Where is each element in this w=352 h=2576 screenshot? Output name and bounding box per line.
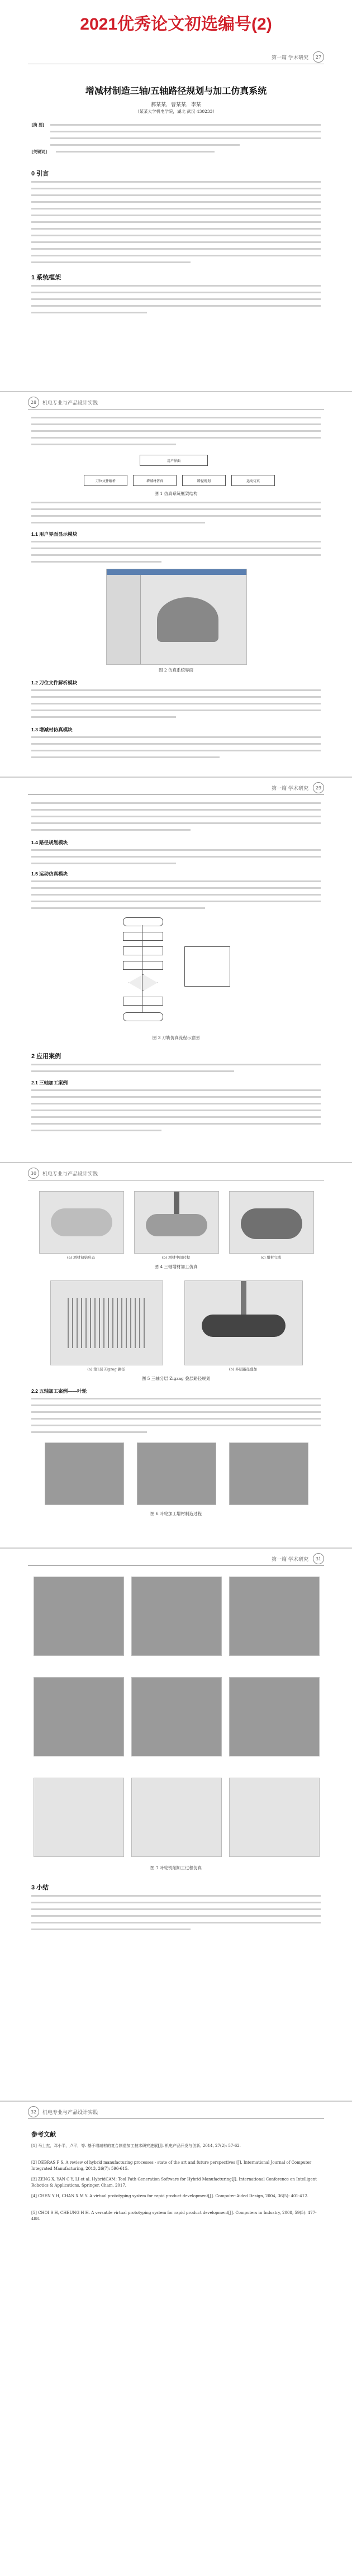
- s12-heading: 1.2 刀位文件解析模块: [31, 680, 78, 685]
- figure-2-screenshot: [106, 569, 247, 665]
- page-number: 29: [313, 782, 324, 793]
- figure-4b-label: (b) 增材中间过程: [161, 1255, 191, 1260]
- reference-item: [4] CHEN Y H, CHAN X M Y. A virtual prototyping system for rapid product development[J]. Computer-Aided Design, 2004, 36(5): 401-412.: [31, 2194, 308, 2198]
- divider: [28, 794, 324, 795]
- s14-heading: 1.4 路径规划模块: [31, 840, 68, 845]
- figure-4a-label: (a) 增材初始形态: [66, 1255, 95, 1260]
- section3-text: [31, 1895, 321, 1935]
- page-1: [0, 49, 352, 391]
- paper-authors: 郝某某，曹某某，李某: [150, 102, 201, 108]
- page-number: 31: [313, 1553, 324, 1564]
- figure-3-caption: 图 3 刀轨仿真流程示意图: [152, 1035, 200, 1040]
- page-4: [0, 1163, 352, 1547]
- page-number: 28: [28, 397, 39, 408]
- banner-title: 2021优秀论文初选编号(2): [80, 15, 272, 34]
- figure-5b-label: (b) 多层路径叠加: [229, 1367, 258, 1372]
- s15-heading: 1.5 运动仿真模块: [31, 871, 68, 877]
- keywords-label: [关键词]: [31, 149, 47, 154]
- figure-5b-image: [184, 1280, 303, 1365]
- figure-4b-image: [134, 1191, 219, 1254]
- running-head: [28, 2106, 324, 2117]
- running-head: [28, 1553, 324, 1564]
- divider: [28, 409, 324, 410]
- page-3: [0, 778, 352, 1162]
- flow-box-sim: 增减材仿真: [133, 475, 177, 486]
- figure-7-panel: [229, 1677, 320, 1756]
- section3-heading: 3 小结: [31, 1884, 49, 1891]
- flow-box-parse: 刀位文件解析: [84, 475, 127, 486]
- running-head: [28, 51, 324, 63]
- page-number: 30: [28, 1168, 39, 1179]
- figure-6-caption: 图 6 叶轮加工增材制造过程: [150, 1511, 202, 1516]
- running-head-text: 机电专业与产品设计实践: [42, 400, 98, 406]
- figure-5a-label: (a) 第1层 Zigzag 路径: [87, 1367, 125, 1372]
- figure-7-panel: [131, 1677, 222, 1756]
- running-head: [28, 397, 324, 408]
- figure-6c-image: [229, 1442, 308, 1505]
- section1-heading: 1 系统框架: [31, 274, 61, 281]
- section1-text: [31, 285, 321, 318]
- figure-4c-label: (c) 增材完成: [260, 1255, 282, 1260]
- section2-heading: 2 应用案例: [31, 1053, 61, 1060]
- running-head-text: 第一篇 学术研究: [272, 1556, 308, 1563]
- reference-item: [3] ZENG X, YAN C Y, LI et al. HybridCAM: Tool Path Generation Software for Hybrid Manufacturing[J]. International Conference on Intelligent Robotics & Applications. Springer, Cham, 2017.: [31, 2177, 317, 2188]
- figure-4c-image: [229, 1191, 314, 1254]
- intro-heading: 0 引言: [31, 170, 49, 177]
- figure-7-caption: 图 7 叶轮铣削加工过程仿真: [150, 1865, 202, 1870]
- s21-heading: 2.1 三轴加工案例: [31, 1080, 68, 1085]
- figure-4-caption: 图 4 三轴增材加工仿真: [154, 1264, 198, 1269]
- figure-7-panel: [34, 1778, 124, 1857]
- page-number: 27: [313, 51, 324, 63]
- s12-text: [31, 689, 321, 723]
- running-head-text: 第一篇 学术研究: [272, 55, 308, 61]
- references-heading: 参考文献: [31, 2131, 56, 2138]
- figure-1-caption: 图 1 仿真系统框架结构: [154, 491, 198, 496]
- running-head: [28, 782, 324, 793]
- keywords-line: [56, 151, 321, 158]
- figure-2-caption: 图 2 仿真系统界面: [158, 668, 194, 673]
- figure-3-flowchart: [106, 917, 246, 1029]
- body-text: [31, 802, 321, 836]
- figure-7-panel: [34, 1677, 124, 1756]
- flow-box-motion: 运动仿真: [231, 475, 275, 486]
- running-head-text: 机电专业与产品设计实践: [42, 1171, 98, 1177]
- s21-text: [31, 1089, 321, 1136]
- intro-text: [31, 181, 321, 268]
- flow-box-path: 路径规划: [182, 475, 226, 486]
- s11-text: [31, 541, 321, 568]
- figure-5a-image: [50, 1280, 163, 1365]
- s13-text: [31, 736, 321, 763]
- s22-text: [31, 1398, 321, 1438]
- banner: [0, 0, 352, 49]
- figure-7-panel: [229, 1778, 320, 1857]
- figure-7-panel: [131, 1778, 222, 1857]
- running-head: [28, 1168, 324, 1179]
- page-6: [0, 2102, 352, 2576]
- paper-affiliation: （某某大学机电学院，湖北 武汉 430233）: [135, 109, 217, 114]
- abstract-lines: [50, 124, 321, 151]
- figure-6a-image: [45, 1442, 124, 1505]
- reference-item: [2] DEBRAS F S. A review of hybrid manufacturing processes - state of the art and future perspectives [J]. International Journal of Computer Integrated Manufacturing, 2013, 26(7): 596-615.: [31, 2160, 312, 2171]
- section2-text: [31, 1064, 321, 1077]
- running-head-text: 第一篇 学术研究: [272, 785, 308, 792]
- s15-text: [31, 880, 321, 914]
- figure-7-panel: [229, 1577, 320, 1656]
- s14-text: [31, 849, 321, 869]
- reference-item: [5] CHOI S H, CHEUNG H H. A versatile virtual prototyping system for rapid product development[J]. Computers in Industry, 2008, 59(5): 477-488.: [31, 2211, 317, 2221]
- figure-5-caption: 图 5 三轴分层 Zigzag 叠层路径规划: [141, 1376, 211, 1381]
- figure-4a-image: [39, 1191, 124, 1254]
- page-5: [0, 1549, 352, 2101]
- paper-title: 增减材制造三轴/五轴路径规划与加工仿真系统: [85, 87, 267, 96]
- figure-7-panel: [34, 1577, 124, 1656]
- divider: [28, 1565, 324, 1566]
- abstract-label: [摘 要]: [31, 122, 45, 127]
- figure-7-panel: [131, 1577, 222, 1656]
- divider: [28, 2118, 324, 2119]
- body-text: [31, 502, 321, 528]
- running-head-text: 机电专业与产品设计实践: [42, 2110, 98, 2116]
- page-2: [0, 392, 352, 777]
- s13-heading: 1.3 增减材仿真模块: [31, 727, 73, 732]
- s11-heading: 1.1 用户界面显示模块: [31, 531, 78, 537]
- s22-heading: 2.2 五轴加工案例——叶轮: [31, 1388, 87, 1394]
- figure-6b-image: [137, 1442, 216, 1505]
- body-text: [31, 417, 321, 450]
- flow-box-ui: 用户界面: [140, 455, 208, 466]
- page-number: 32: [28, 2106, 39, 2117]
- reference-item: [1] 马士杰，邓小平，卢平，等. 基于增减材的复合制造加工技术研究进展[J]. 机电产品开发与创新, 2014, 27(2): 57-62.: [31, 2144, 241, 2148]
